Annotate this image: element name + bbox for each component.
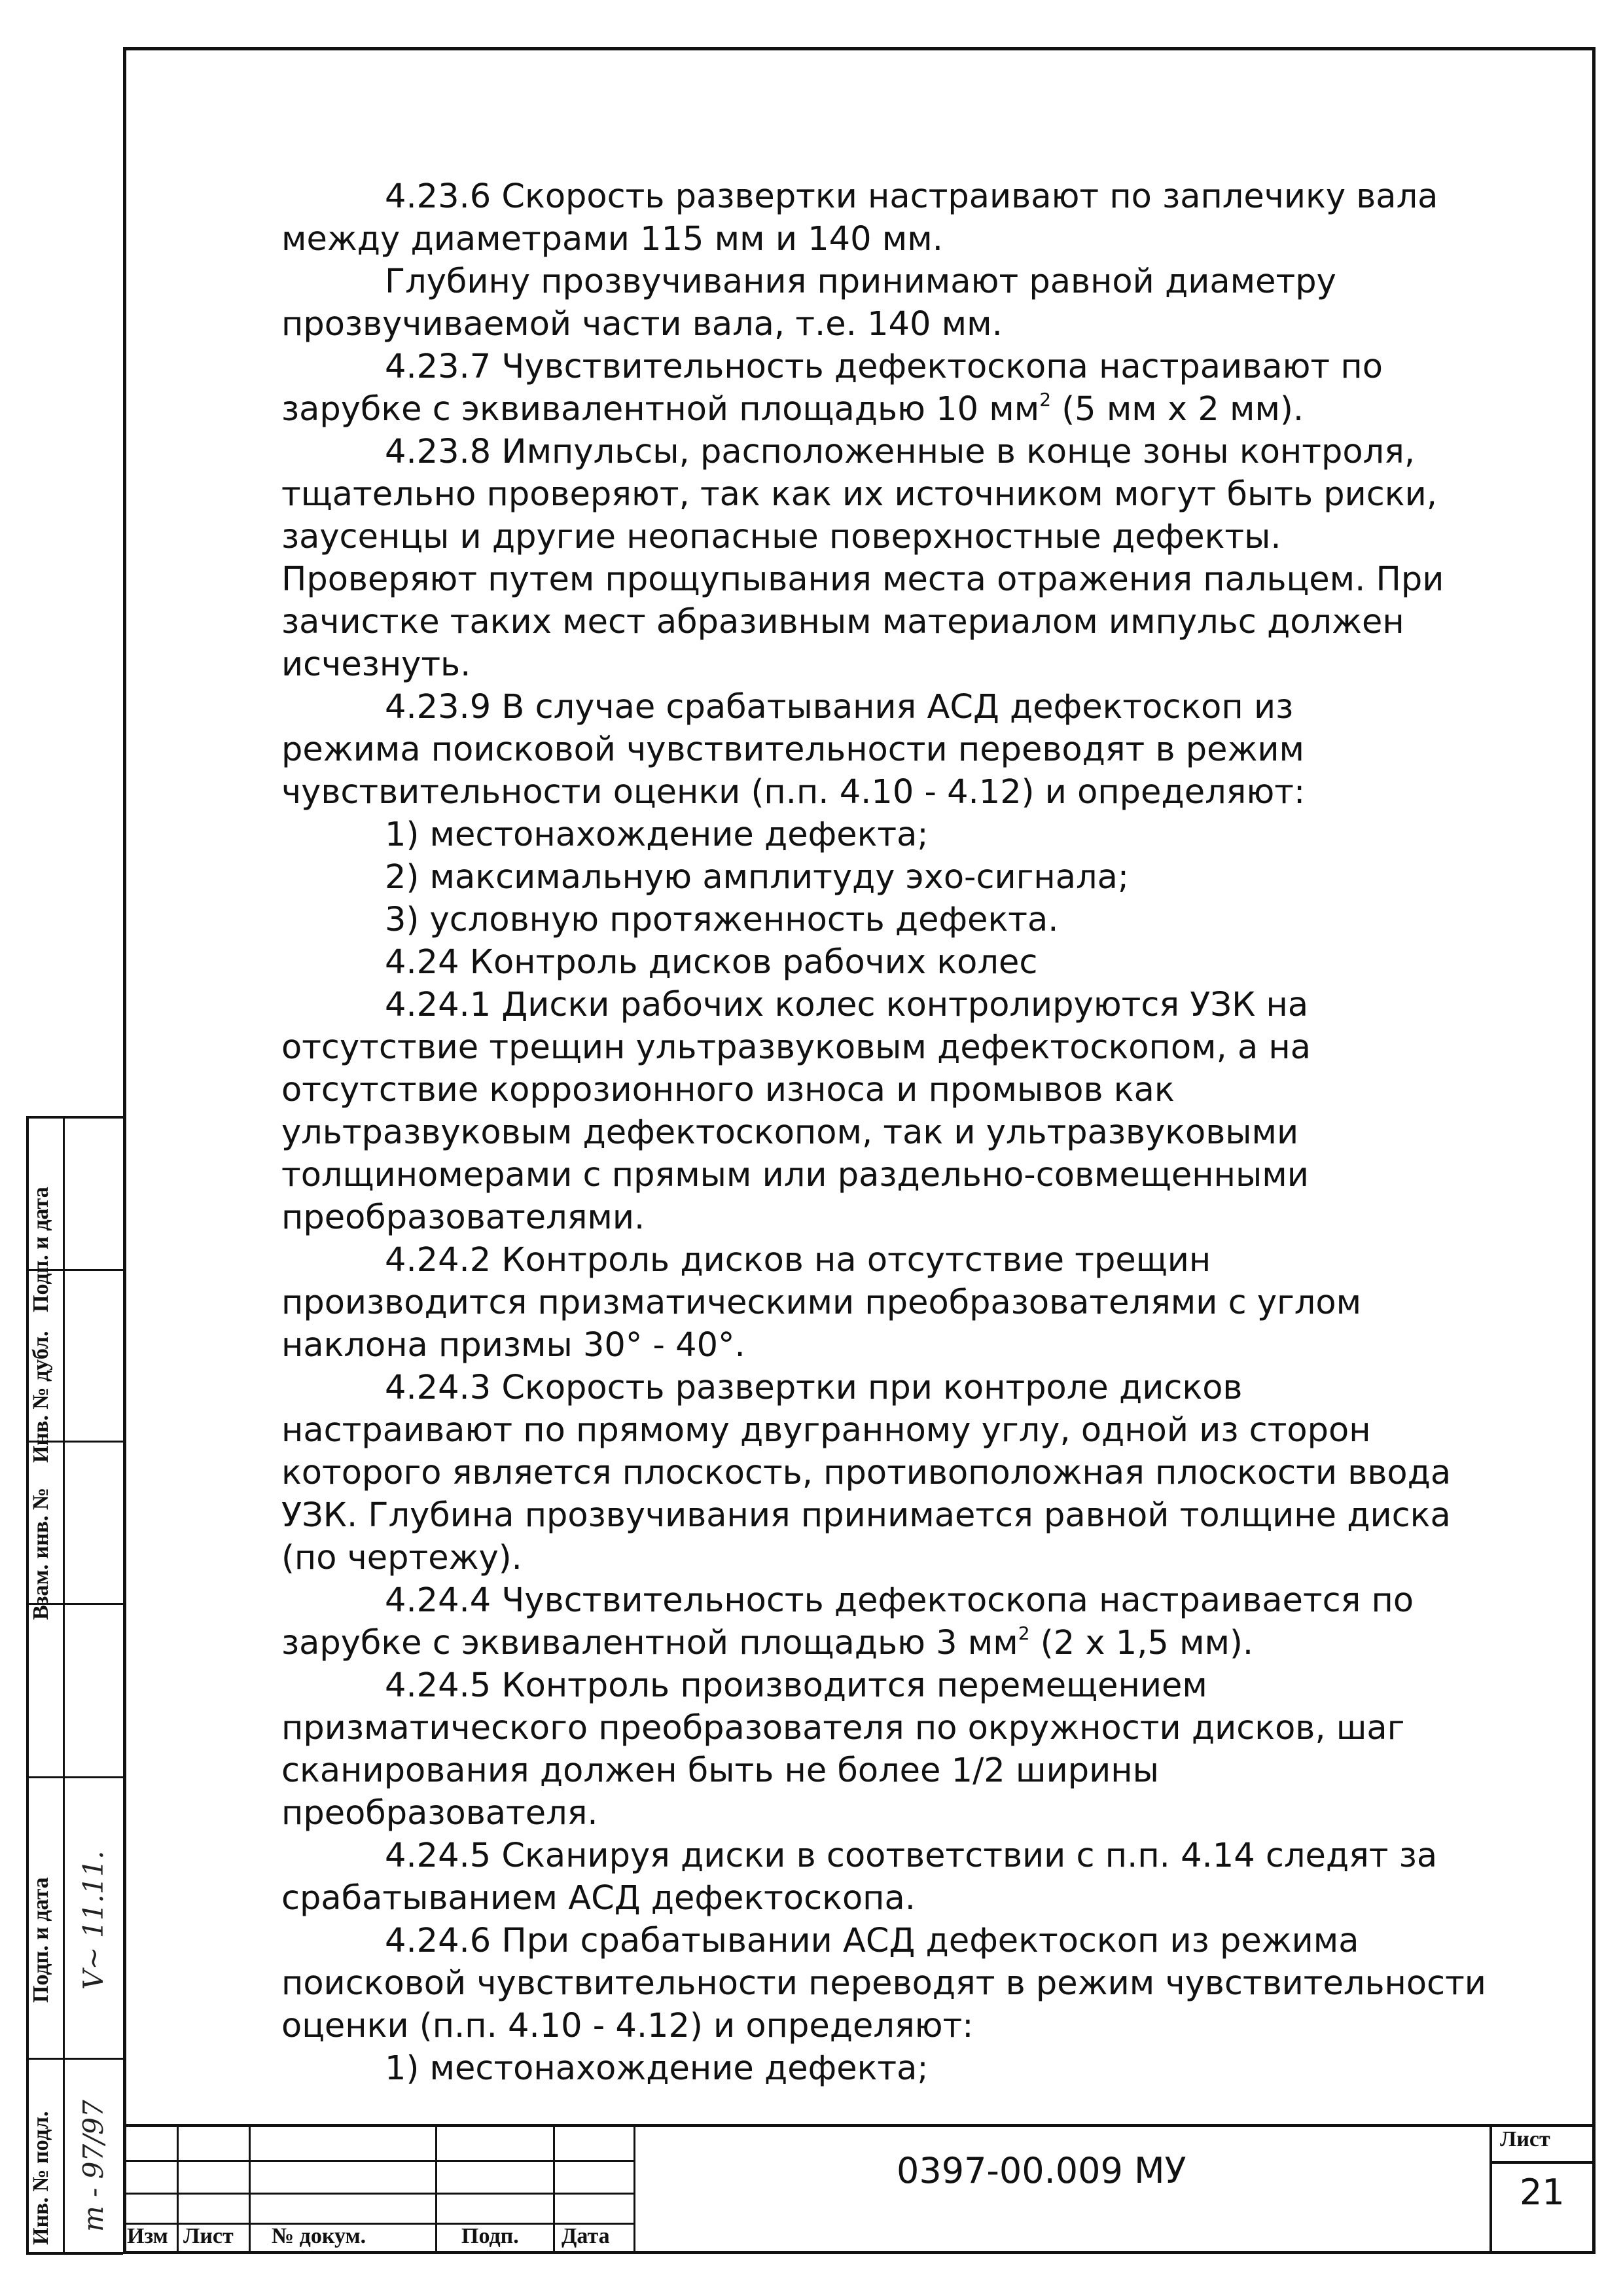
text-line: 4.24.4 Чувствительность дефектоскопа настраивается по [385,1581,1414,1620]
handwritten-inventory-number: т - 97/97 [77,2100,109,2232]
text-line: Глубину прозвучивания принимают равной диаметру [385,262,1336,301]
side-label-podp-data-1: Подп. и дата [29,1187,53,1312]
side-label-inv-dubl: Инв. № дубл. [29,1331,53,1463]
text-line: 4.24.6 При срабатывании АСД дефектоскоп из режима [385,1922,1359,1960]
text-line: 4.24.2 Контроль дисков на отсутствие трещин [385,1241,1211,1280]
handwritten-signature: V~ 11.11. [77,1850,109,1990]
sheet-box-divider [1489,2161,1596,2164]
text-segment: зарубке с эквивалентной площадью 10 мм [281,390,1040,429]
text-line: 4.23.6 Скорость развертки настраивают по заплечику вала [385,177,1438,216]
text-line: отсутствие трещин ультразвуковым дефектоскопом, а на [281,1028,1311,1067]
text-line: заусенцы и другие неопасные поверхностные дефекты. [281,518,1281,556]
stamp-label-data: Дата [562,2224,610,2248]
text-line: режима поисковой чувствительности переводят в режим [281,730,1305,769]
superscript: 2 [1039,389,1052,410]
text-line: поисковой чувствительности переводят в режим чувствительности [281,1964,1486,2003]
text-line: ультразвуковым дефектоскопом, так и ультразвуковыми [281,1113,1299,1152]
stamp-row-divider [123,2160,633,2162]
text-line: 1) местонахождение дефекта; [385,2049,929,2088]
text-line: 2) максимальную амплитуду эхо-сигнала; [385,858,1130,897]
text-line: 4.24.5 Контроль производится перемещением [385,1666,1207,1705]
text-line: преобразователя. [281,1794,598,1833]
text-line: 4.24.3 Скорость развертки при контроле дисков [385,1369,1243,1407]
text-segment: (2 х 1,5 мм). [1029,1624,1254,1662]
text-line: зачистке таких мест абразивным материалом импульс должен [281,603,1404,641]
text-line: срабатыванием АСД дефектоскопа. [281,1879,916,1918]
text-line: настраивают по прямому двугранному углу, одной из сторон [281,1411,1371,1450]
text-line: призматического преобразователя по окружности дисков, шаг [281,1709,1405,1748]
text-line: между диаметрами 115 мм и 140 мм. [281,220,943,259]
document-number: 0397-00.009 МУ [897,2150,1186,2191]
sheet-number: 21 [1520,2172,1565,2213]
text-segment: зарубке с эквивалентной площадью 3 мм [281,1624,1018,1662]
side-label-inv-podl: Инв. № подл. [29,2111,53,2245]
text-line: 4.24.1 Диски рабочих колес контролируются УЗК на [385,986,1309,1024]
side-row-divider [29,2058,126,2060]
stamp-label-podp: Подп. [461,2224,519,2248]
text-line: чувствительности оценки (п.п. 4.10 - 4.12) и определяют: [281,773,1306,812]
text-line: прозвучиваемой части вала, т.е. 140 мм. [281,305,1003,344]
text-line: сканирования должен быть не более 1/2 ширины [281,1751,1159,1790]
stamp-label-list: Лист [183,2224,234,2248]
text-line [281,388,1446,431]
text-segment: (5 мм х 2 мм). [1051,390,1304,429]
text-line: преобразователями. [281,1198,645,1237]
text-line: 4.24.5 Сканируя диски в соответствии с п.п. 4.14 следят за [385,1837,1438,1875]
text-line: 4.23.7 Чувствительность дефектоскопа настраивают по [385,348,1383,386]
text-line: 1) местонахождение дефекта; [385,816,929,854]
text-line: 3) условную протяженность дефекта. [385,901,1059,939]
document-body [281,175,1486,2090]
text-line: Проверяют путем прощупывания места отражения пальцем. При [281,560,1444,599]
text-line: производится призматическими преобразователями с углом [281,1283,1362,1322]
stamp-label-ndokum: № докум. [272,2224,366,2248]
text-line: исчезнуть. [281,645,471,684]
text-line: тщательно проверяют, так как их источником могут быть риски, [281,475,1437,514]
text-line: (по чертежу). [281,1539,522,1577]
text-line: отсутствие коррозионного износа и промывов как [281,1071,1175,1109]
text-line: которого является плоскость, противоположная плоскости ввода [281,1454,1452,1492]
superscript: 2 [1018,1623,1030,1644]
text-line [281,1622,1446,1664]
text-line: УЗК. Глубина прозвучивания принимается равной толщине диска [281,1496,1451,1535]
stamp-row-divider [123,2193,633,2195]
stamp-label-izm: Изм [127,2224,168,2248]
text-line: оценки (п.п. 4.10 - 4.12) и определяют: [281,2007,974,2045]
text-line: толщиномерами с прямым или раздельно-совмещенными [281,1156,1309,1194]
side-row-divider [29,1776,126,1778]
side-label-podp-data-2: Подп. и дата [29,1877,53,2003]
text-line: 4.23.9 В случае срабатывания АСД дефектоскоп из [385,688,1294,726]
text-line: 4.23.8 Импульсы, расположенные в конце зоны контроля, [385,433,1416,471]
sheet-label: Лист [1500,2127,1550,2151]
text-line: наклона призмы 30° - 40°. [281,1326,745,1365]
side-label-vzam-inv: Взам. инв. № [29,1487,53,1620]
text-line: 4.24 Контроль дисков рабочих колес [385,943,1038,982]
